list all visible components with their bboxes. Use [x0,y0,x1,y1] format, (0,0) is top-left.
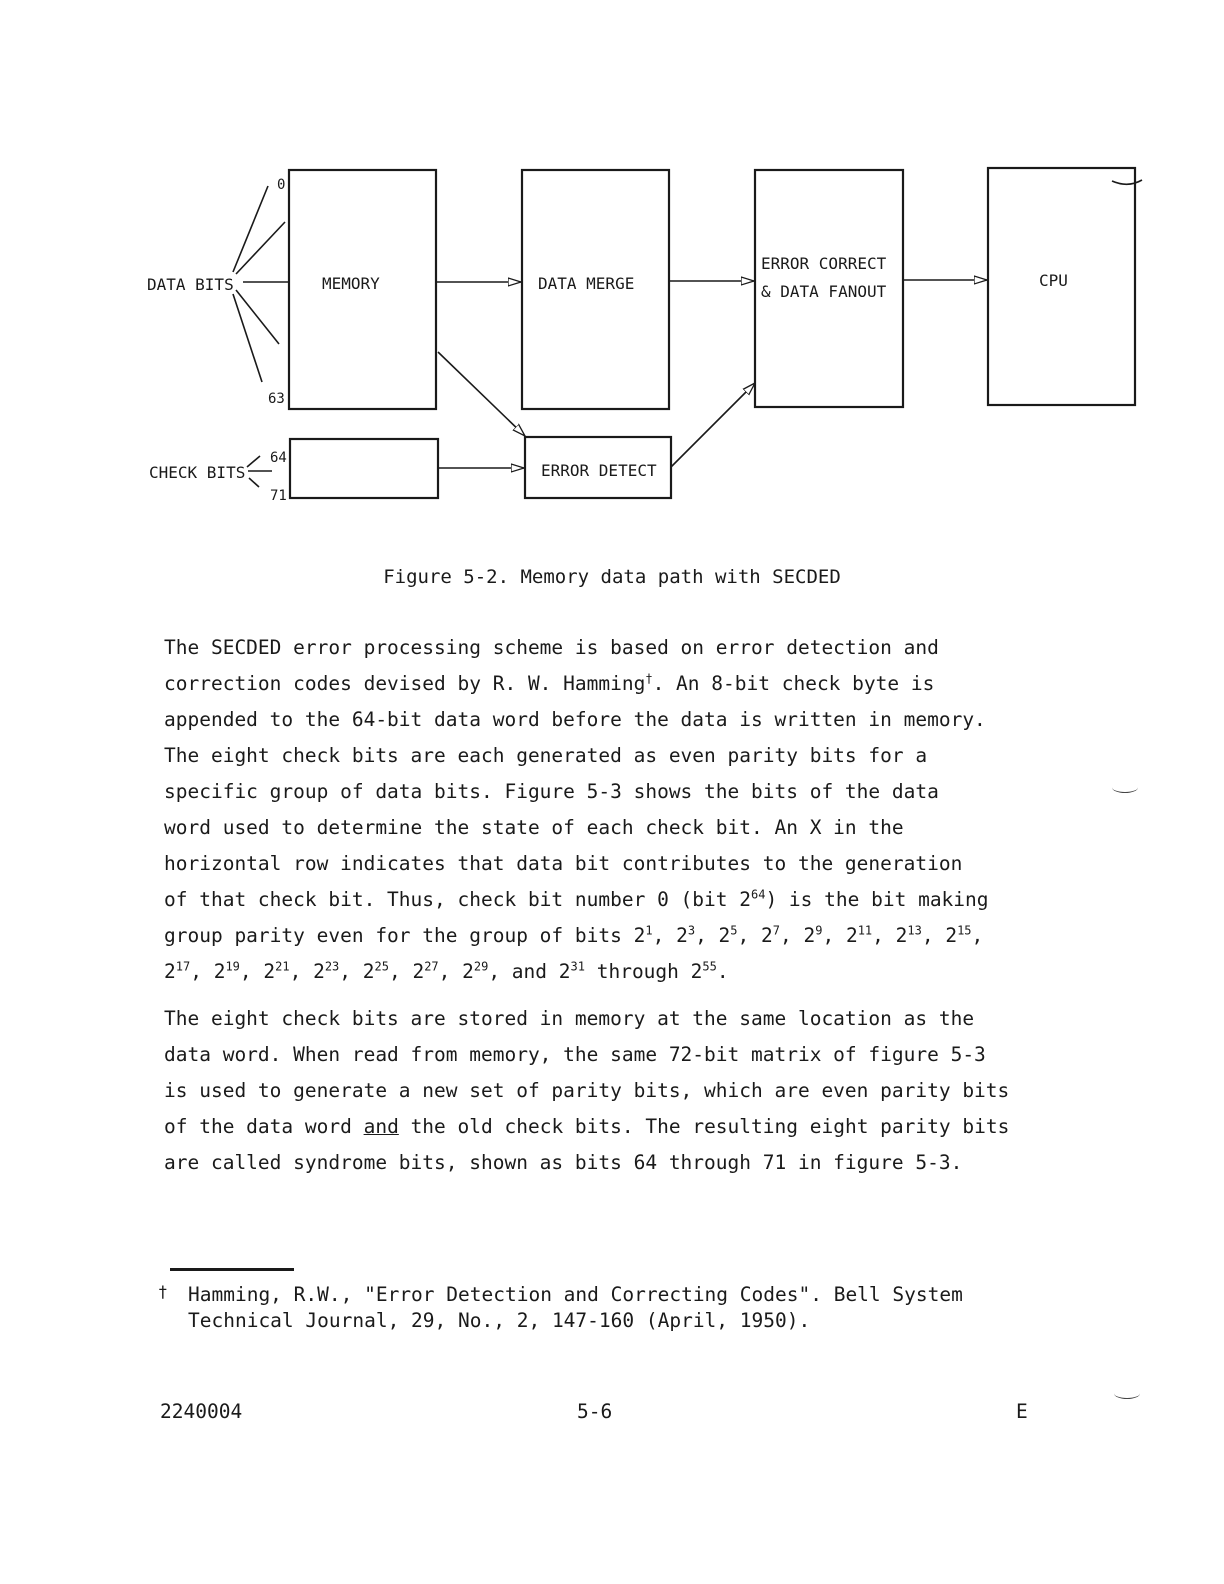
error-detect-label: ERROR DETECT [541,461,657,480]
exponent: 19 [225,959,240,974]
paragraph-2-line-3: is used to generate a new set of parity bits, which are even parity bits [164,1079,1010,1102]
check-bits-label: CHECK BITS [149,463,246,482]
exponent: 13 [907,923,922,938]
power-of-two-term: 2 [845,924,858,947]
memory-data-path-diagram [0,0,1224,540]
power-of-two-term: 2 [263,960,276,983]
check-bit-64-label: 64 [270,450,287,466]
exponent: 17 [175,959,191,974]
term-separator: , [388,960,413,983]
exponent: 5 [730,923,738,938]
exponent: 29 [473,959,489,974]
figure-caption: Figure 5-2. Memory data path with SECDED [383,566,841,588]
check-bit-71-label: 71 [270,488,287,504]
bit-group-line-10 [164,960,729,983]
data-bit-63-label: 63 [268,391,285,407]
error-detect-to-error-correct-arrow [671,383,755,467]
term-separator: , [695,924,719,947]
power-of-two-term: 2 [633,924,646,947]
power-of-two-term: 2 [945,924,958,947]
exponent: 3 [687,923,696,938]
footnote-line-1: Hamming, R.W., "Error Detection and Correcting Codes". Bell System [188,1283,963,1306]
footnote-line-2: Technical Journal, 29, No., 2, 147-160 (April, 1950). [188,1309,811,1332]
power-of-two-term: 2 [558,960,571,983]
term-separator: , [339,960,363,983]
power-of-two-term: 2 [362,960,375,983]
cpu-label: CPU [1039,271,1068,290]
power-of-two-term: 2 [164,960,176,983]
footnote-dagger: † [158,1282,168,1301]
term-separator: , [780,924,804,947]
term-separator: , [921,924,946,947]
exponent: 9 [815,923,823,938]
check-bits-memory-block [290,439,438,498]
term-separator: , [652,924,677,947]
underlined-and: and [363,1115,399,1138]
exponent: 15 [957,923,972,938]
check-bit-line-0 [247,456,260,467]
data-bit-line-4 [233,294,262,382]
paragraph-1-line-4: The eight check bits are each generated as even parity bits for a [164,744,928,767]
footnote [158,1282,963,1334]
paragraph-1-line-2: correction codes devised by R. W. Hamming†. An 8-bit check byte is [164,671,935,695]
term-separator: , [737,924,762,947]
exponent: 1 [645,923,653,938]
term-separator: , [239,960,264,983]
term-separator: . [716,960,729,983]
term-separator: , [872,924,896,947]
exponent: 31 [570,959,585,974]
exponent: 25 [374,959,389,974]
paragraph-2-line-1: The eight check bits are stored in memory at the same location as the [164,1007,975,1030]
power-of-two-term: 2 [895,924,908,947]
data-merge-label: DATA MERGE [538,274,635,293]
scan-mark-top-right [1112,180,1142,184]
exponent: 7 [772,923,780,938]
exponent: 55 [702,959,717,974]
paragraph-1-line-3: appended to the 64-bit data word before the data is written in memory. [164,708,986,731]
term-separator: through [584,960,691,983]
document-number: 2240004 [160,1400,243,1423]
term-separator: , [438,960,463,983]
page-number: 5-6 [577,1400,613,1423]
power-of-two-term: 2 [213,960,226,983]
term-separator: , [822,924,846,947]
paragraph-2-line-2: data word. When read from memory, the same 72-bit matrix of figure 5-3 [164,1043,986,1066]
error-correct-label-line1: ERROR CORRECT [761,254,887,273]
power-of-two-term: 2 [676,924,688,947]
exponent: 27 [424,959,439,974]
paragraph-1-line-7: horizontal row indicates that data bit contributes to the generation [164,852,963,875]
data-bit-0-label: 0 [277,177,286,193]
scan-mark-right-bottom [1114,1388,1140,1399]
power-of-two-term: 2 [718,924,731,947]
term-separator: , [971,924,984,947]
exponent: 11 [857,923,873,938]
exponent: 23 [324,959,340,974]
term-separator: , [190,960,214,983]
scan-mark-right-middle [1112,782,1138,793]
paragraph-1 [164,630,989,990]
paragraph-1-line-10 [164,954,989,990]
term-separator: , [289,960,314,983]
paragraph-1-line-1: The SECDED error processing scheme is based on error detection and [164,636,939,659]
revision-letter: E [1016,1400,1028,1423]
memory-to-error-detect-arrow [438,352,525,436]
data-bits-label: DATA BITS [147,275,234,294]
paragraph-2-line-5: are called syndrome bits, shown as bits 64 through 71 in figure 5-3. [164,1151,963,1174]
paragraph-2-line-4: of the data word and the old check bits. The resulting eight parity bits [164,1115,1010,1138]
paragraph-2 [164,1001,1009,1181]
power-of-two-term: 2 [462,960,474,983]
paragraph-1-line-6: word used to determine the state of each check bit. An X in the [164,816,904,839]
paragraph-1-line-8: of that check bit. Thus, check bit number 0 (bit $2^{64}$) is the bit making [164,887,989,911]
bit-group-line-9 [634,924,984,947]
footnote-divider [170,1268,294,1271]
footnote-dagger-reference: † [645,671,653,686]
power-of-two-term: 2 [803,924,816,947]
power-of-two-term: 2 [313,960,325,983]
data-bit-line-3 [236,290,279,344]
check-bit-line-2 [249,478,259,487]
exponent: 21 [275,959,290,974]
paragraph-1-line-5: specific group of data bits. Figure 5-3 shows the bits of the data [164,780,939,803]
paragraph-1-line-9: group parity even for the group of bits $2^1$, $2^3$, $2^5$, $2^7$, $2^9$, $2^{11}$, $2^{13}$, $2^{15}$, [164,923,984,947]
power-of-two-term: 2 [761,924,773,947]
error-correct-label-line2: & DATA FANOUT [761,282,887,301]
term-separator: , and [488,960,559,983]
power-of-two-term: 2 [690,960,703,983]
power-of-two-term: 2 [412,960,425,983]
memory-label: MEMORY [322,274,380,293]
